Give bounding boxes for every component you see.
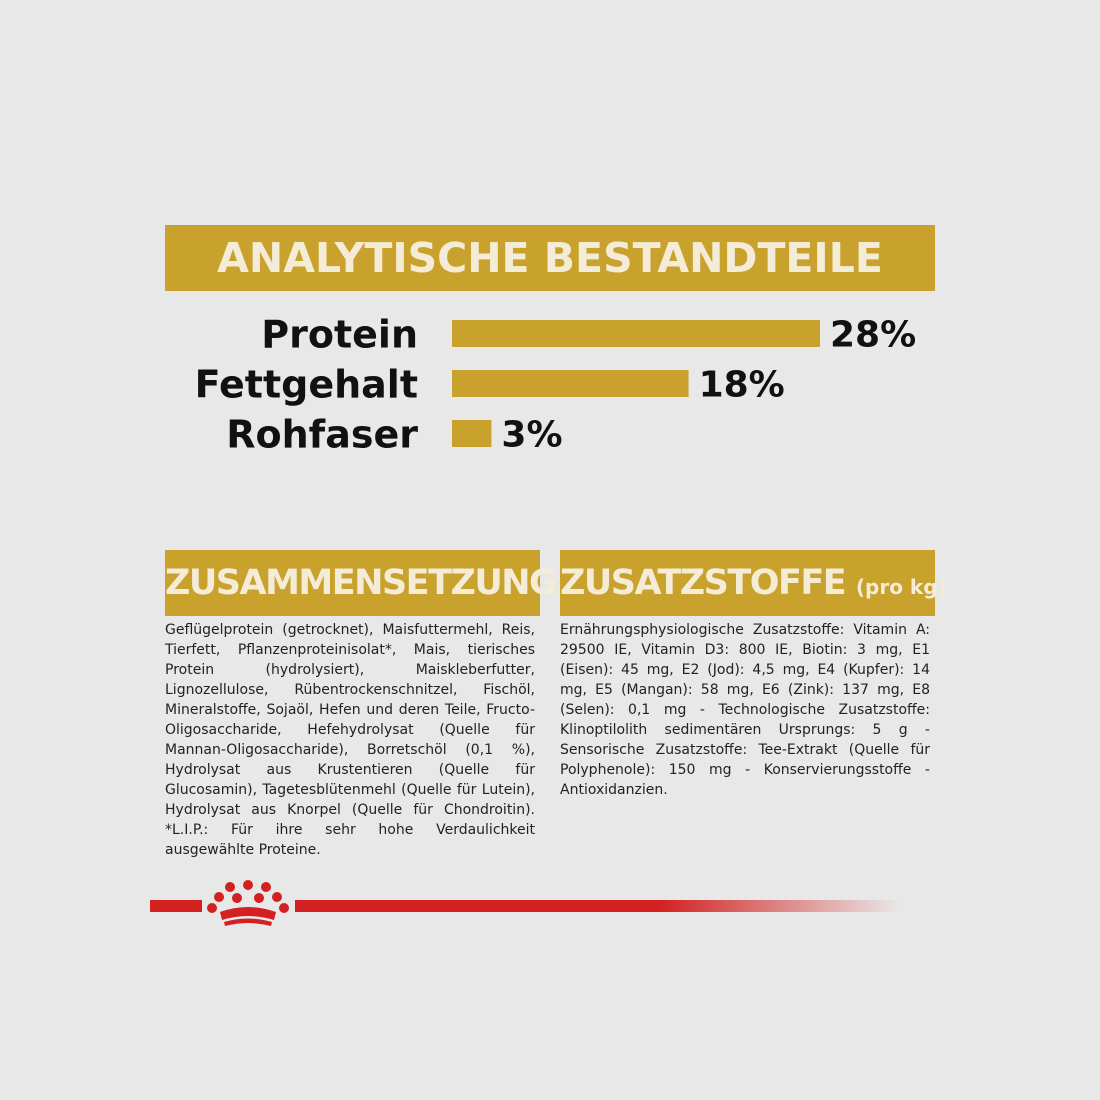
bar-rohfaser	[452, 420, 491, 447]
additives-title: ZUSATZSTOFFE	[560, 563, 846, 603]
composition-title-banner	[165, 550, 557, 616]
bar-fettgehalt	[452, 370, 689, 397]
additives-text: Ernährungsphysiologische Zusatzstoffe: Vitamin A: 29500 IE, Vitamin D3: 800 IE, Biotin: 3 mg, E1 (Eisen): 45 mg, E2 (Jod): 4,5 mg, E4 (Kupfer): 14 mg, E5 (Mangan): 58 mg, E6 (Zink): 137 mg, E8 (Selen): 0,1 mg - Technologische Zusatzstoffe: Klinoptilolith sedimentären Ursprungs: 5 g - Sensorische Zusatzstoffe: Tee-Extrakt (Quelle für Polyphenole): 150 mg - Konservierungsstoffe - Antioxidanzien.	[560, 622, 930, 798]
additives-subtitle: (pro kg)	[855, 575, 947, 599]
category-label-protein: Protein	[261, 312, 418, 357]
analytic-title-banner: ANALYTISCHE BESTANDTEILE	[165, 225, 935, 291]
additives-title-banner	[560, 550, 947, 616]
footer-line-right	[295, 900, 900, 912]
value-label-protein: 28%	[830, 314, 917, 356]
footer-line-left	[150, 900, 202, 912]
category-label-rohfaser: Rohfaser	[226, 412, 418, 457]
value-label-fettgehalt: 18%	[698, 364, 785, 406]
composition-text: Geflügelprotein (getrocknet), Maisfuttermehl, Reis, Tierfett, Pflanzenproteinisolat*, Mais, tierisches Protein (hydrolysiert), Maiskleberfutter, Lignozellulose, Rübentrockenschnitzel, Fischöl, Mineralstoffe, Sojaöl, Hefen und deren Teile, Fructo-Oligosaccharide, Hefehydrolysat (Quelle für Mannan-Oligosaccharide), Borretschöl (0,1 %), Hydrolysat aus Krustentieren (Quelle für Glucosamin), Tagetesblütenmehl (Quelle für Lutein), Hydrolysat aus Knorpel (Quelle für Chondroitin). *L.I.P.: Für ihre sehr hohe Verdaulichkeit ausgewählte Proteine.	[165, 622, 535, 858]
bar-protein	[452, 320, 820, 347]
category-label-fettgehalt: Fettgehalt	[194, 362, 418, 407]
value-label-rohfaser: 3%	[501, 414, 563, 456]
composition-title: ZUSAMMENSETZUNG	[165, 563, 557, 603]
crown-logo-icon	[202, 878, 294, 928]
